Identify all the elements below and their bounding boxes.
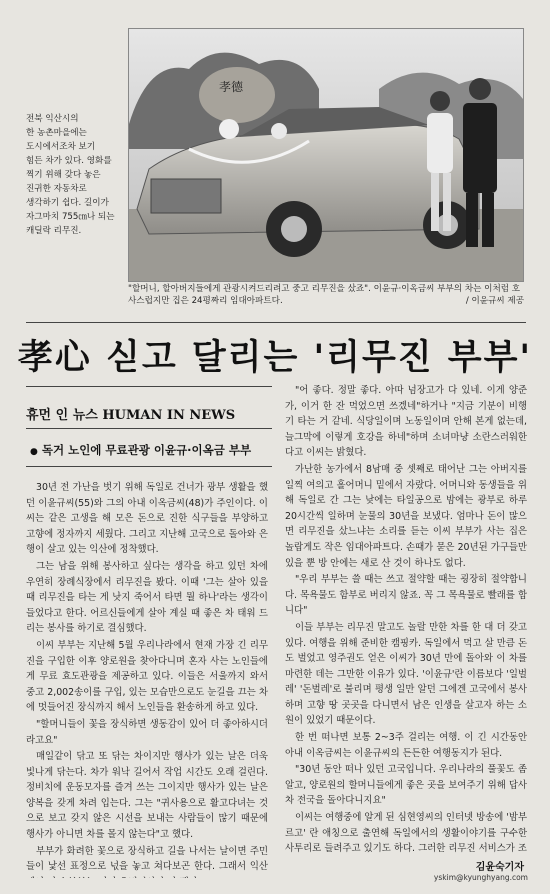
paragraph: 이씨는 여행중에 알게 된 심현영씨의 인터넷 방송에 '밤부르고' 란 애칭으로 출연해 독일에서의 생활이야기를 구수한 사투리로 들려주고 있기도 하다. 그러한 리무진 서비스가 조 bbox=[285, 812, 527, 853]
photo-credit: / 이윤규씨 제공 bbox=[465, 296, 524, 306]
section-divider bbox=[26, 428, 272, 429]
paragraph: 가난한 농가에서 8남매 중 셋째로 태어난 그는 아버지를 일찍 여의고 홀어머니 밑에서 자랐다. 어머니와 동생들을 위해 독일로 간 그는 낮에는 타일공으로 밤에는 광부로 하루 20시간씩 일하며 눈물의 30년을 보냈다. 엄마나 돈이 많으면 리무진을 샀느냐는 소리를 듣는 이씨 부부가 사는 집은 놀랍게도 작은 임대아파트다. 손때가 묻은 20년된 가구들만 있을 뿐 방 안에는 새로 산 것이 하나도 없다. bbox=[285, 463, 527, 569]
reporter-name: 김윤숙기자 bbox=[475, 862, 524, 873]
man-figure bbox=[463, 103, 497, 193]
photo-caption-text: "할머니, 할아버지들에게 관광시켜드리려고 중고 리무진을 샀죠". 이윤규·이옥금씨 부부의 차는 이처럼 호사스럽지만 집은 24평짜리 임대아파트다. bbox=[128, 284, 521, 306]
woman-figure bbox=[427, 113, 453, 173]
subhead-bullet: ● bbox=[30, 447, 38, 457]
rock-inscription: 孝德 bbox=[219, 80, 244, 94]
photo-illustration bbox=[129, 29, 523, 281]
paragraph: "어 좋다. 정말 좋다. 아따 넘장고가 다 있네. 이게 양준가, 이거 한 잔 먹었으면 쓰겠네"하거나 "지금 기분이 비행기 타는 거 같네. 식당일이며 노동일이며 안해 본게 없는데, 늘그막에 이렇게 호강을 하네"하며 소녀마냥 소란스러워한다고 이씨는 밝혔다. bbox=[285, 385, 527, 459]
headline: 孝心 싣고 달리는 '리무진 부부' bbox=[17, 337, 533, 378]
paragraph: "할머니들이 꽃을 장식하면 생동감이 있어 더 좋아하시더라고요" bbox=[26, 718, 268, 746]
paragraph: 한 번 떠나면 보통 2~3주 걸리는 여행. 이 긴 시간동안 아내 이옥금씨는 이윤규씨의 든든한 여행동지가 된다. bbox=[285, 732, 527, 759]
limousine-photo bbox=[128, 28, 524, 282]
photo-caption bbox=[128, 283, 524, 307]
article-column-left bbox=[26, 480, 268, 878]
paragraph: "우리 부부는 쓸 때는 쓰고 절약할 때는 굉장히 절약합니다. 목욕물도 함부로 버리지 않죠. 꼭 그 목욕물로 빨래를 합니다" bbox=[285, 574, 527, 617]
limousine-grille bbox=[151, 179, 221, 213]
paragraph: 이씨 부부는 지난해 5월 우리나라에서 현재 가장 긴 리무진을 구입한 이후 양로원을 찾아다니며 혼자 사는 노인들에게 무료 효도관광을 제공하고 있다. 이들은 서울까지 와서 중고 2,002송이를 구입, 있는 모습만으로도 눈길을 끄는 차에 멋들어진 장식까지 해서 노인들을 환송하게 하고 있다. bbox=[26, 639, 268, 714]
subhead-text: 독거 노인에 무료관광 이윤규·이옥금 부부 bbox=[41, 443, 252, 457]
top-divider bbox=[26, 322, 526, 323]
byline bbox=[380, 858, 528, 883]
article-column-right bbox=[285, 383, 527, 853]
subhead-divider bbox=[26, 466, 272, 467]
paragraph: 매일같이 닦고 또 닦는 차이지만 행사가 있는 날은 더욱 빛나게 닦는다. 차가 워낙 길어서 작업 시간도 오래 걸린다. 정비치에 운동모자를 즐겨 쓰는 그이지만 행사가 있는 날은 양복을 갖게 차려 입는다. 그는 "귀사용으로 활고다녀는 것으로 보고 갖지 않은 시선을 보내는 사람들이 많기 때문에 행사가 아니면 차를 몰지 않는다"고 했다. bbox=[26, 751, 268, 841]
subhead bbox=[30, 442, 251, 458]
paragraph: "30년 동안 떠나 있던 고국입니다. 우리나라의 풀꽃도 좀 알고, 양로원의 할머니들에게 좋은 곳을 보여주기 위해 답사차 전국을 돌아다니지요" bbox=[285, 764, 527, 807]
headline-divider bbox=[26, 386, 272, 387]
reporter-email: yskim@kyunghyang.com bbox=[433, 873, 528, 882]
paragraph: 이들 부부는 리무진 말고도 놀랄 만한 차를 한 대 더 갖고 있다. 여행을 위해 준비한 캠핑카. 독일에서 먹고 살 만큼 돈도 벌었고 영주권도 얻은 이씨가 30년 만에 돌아와 이 차를 마련한 데는 그만한 이유가 있다. '이윤규'란 이름보다 '일벌레' '돈벌레'로 불리며 평생 일만 알던 그에겐 고국에서 봉사하며 고향 땅 곳곳을 다니면서 남은 인생을 살고자 하는 소원이 있었기 때문이다. bbox=[285, 621, 527, 727]
memorial-rock bbox=[199, 67, 275, 123]
section-label: 휴먼 인 뉴스 HUMAN IN NEWS bbox=[26, 408, 236, 423]
paragraph: 그는 남을 위해 봉사하고 싶다는 생각을 하고 있던 차에 우연히 장례식장에서 리무진을 봤다. 이때 '그는 살아 있을 때 리무진을 타는 게 낫지 죽어서 타면 뭘 하나'라는 생각이 들었다고 한다. 어르신들에게 살아 계실 때 좋은 차 태워 드리는 봉사를 하기로 결심했다. bbox=[26, 560, 268, 635]
side-caption: 전북 익산시의 한 농촌마을에는 도시에서조차 보기 힘든 차가 있다. 영화를 찍기 위해 갖다 놓은 진귀한 자동차로 생각하기 쉽다. 길이가 자그마치 755㎝나 되는 캐딜락 리무진. bbox=[26, 114, 115, 236]
paragraph: 30년 전 가난을 벗기 위해 독일로 건너가 광부 생활을 했던 이윤규씨(55)와 그의 아내 이옥금씨(48)가 주인이다. 이씨는 같은 고생을 해 모은 돈으로 진한 식구들을 부양하고 고향에 정자까지 세웠다. 그리고 지난해 고국으로 돌아와 은행이 살고 있는 익산에 정착했다. bbox=[26, 482, 268, 556]
paragraph: 부부가 화려한 꽃으로 장식하고 길을 나서는 날이면 주민들이 낯선 표정으로 넋을 놓고 쳐다보곤 한다. 그래서 익산 bbox=[26, 845, 268, 873]
